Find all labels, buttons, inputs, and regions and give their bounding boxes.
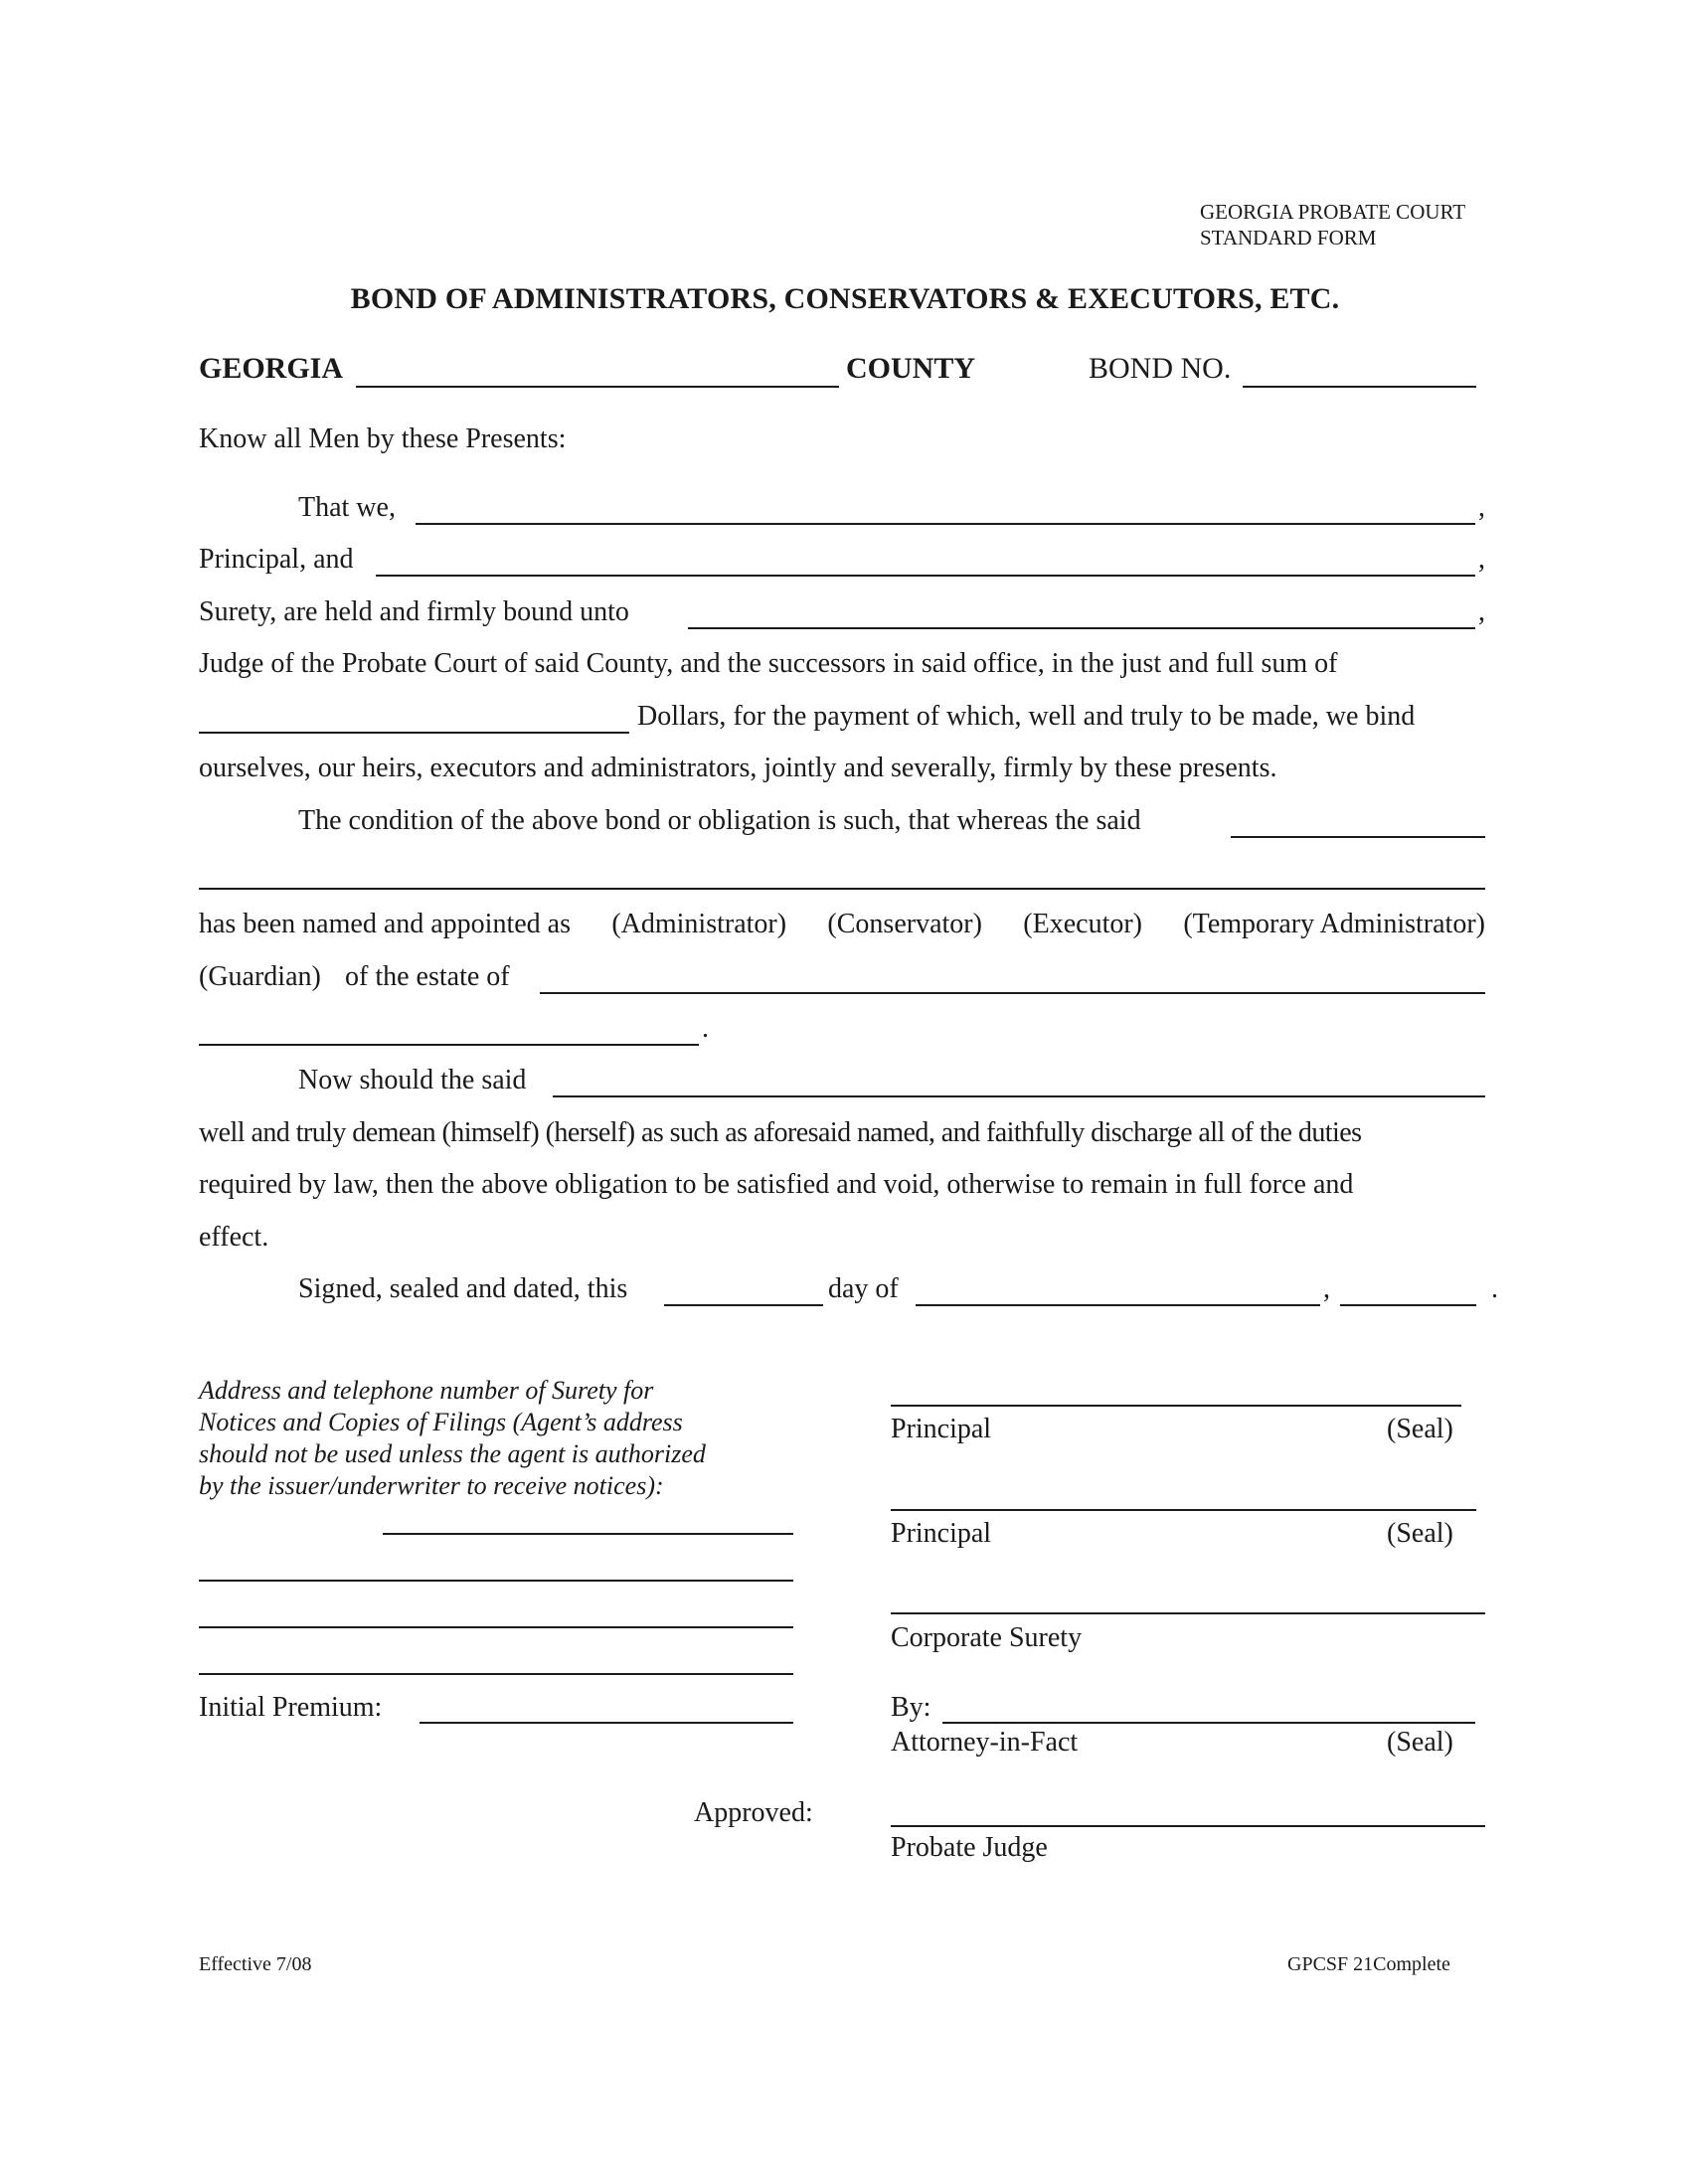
- bond-no-label: BOND NO.: [1089, 352, 1232, 385]
- principal-label-1: Principal: [891, 1414, 992, 1444]
- period: .: [702, 1013, 709, 1044]
- surety-name-blank[interactable]: [376, 575, 1475, 577]
- principal-signature-line-1[interactable]: [891, 1405, 1461, 1407]
- required-line: required by law, then the above obligation to be satisfied and void, otherwise to remain in full force and: [199, 1169, 1354, 1200]
- county-label: COUNTY: [846, 352, 976, 385]
- surety-address-note: Address and telephone number of Surety for Notices and Copies of Filings (Agent’s address should not be used unless the agent is authorized by the issuer/underwriter to receive notices):: [199, 1376, 706, 1500]
- role-administrator: (Administrator): [611, 909, 787, 939]
- estate-name-blank[interactable]: [540, 992, 1485, 994]
- seal-label-1: (Seal): [1387, 1414, 1453, 1444]
- comma: ,: [1478, 544, 1485, 575]
- judge-name-blank[interactable]: [688, 627, 1475, 629]
- effect-line: effect.: [199, 1222, 269, 1253]
- bond-no-blank[interactable]: [1243, 386, 1476, 388]
- court-name: GEORGIA PROBATE COURT: [1200, 200, 1466, 224]
- ourselves-line: ourselves, our heirs, executors and administrators, jointly and severally, firmly by these presents.: [199, 753, 1277, 783]
- role-temporary-administrator: (Temporary Administrator): [1183, 909, 1485, 939]
- signed-label: Signed, sealed and dated, this: [298, 1273, 628, 1304]
- effective-date: Effective 7/08: [199, 1953, 312, 1975]
- initial-premium-label: Initial Premium:: [199, 1692, 383, 1723]
- that-we-label: That we,: [298, 492, 396, 523]
- role-executor: (Executor): [1023, 909, 1142, 939]
- estate-name-continued-blank[interactable]: [199, 1044, 699, 1046]
- probate-judge-signature-line[interactable]: [891, 1825, 1485, 1827]
- comma: ,: [1478, 596, 1485, 627]
- dollars-line: Dollars, for the payment of which, well and truly to be made, we bind: [637, 701, 1416, 732]
- appointed-prefix: has been named and appointed as: [199, 909, 571, 939]
- comma: ,: [1478, 492, 1485, 523]
- seal-label-2: (Seal): [1387, 1518, 1453, 1549]
- day-blank[interactable]: [664, 1304, 823, 1306]
- comma: ,: [1323, 1273, 1330, 1304]
- by-label: By:: [891, 1692, 931, 1723]
- said-name-continued-blank[interactable]: [199, 888, 1485, 890]
- surety-address-blank-1[interactable]: [383, 1533, 793, 1535]
- period: .: [1491, 1273, 1498, 1304]
- corporate-surety-line[interactable]: [891, 1612, 1485, 1614]
- state-label: GEORGIA: [199, 352, 344, 385]
- attorney-signature-line[interactable]: [942, 1722, 1475, 1724]
- year-blank[interactable]: [1340, 1304, 1476, 1306]
- attorney-in-fact-label: Attorney-in-Fact: [891, 1727, 1079, 1758]
- county-blank[interactable]: [356, 386, 839, 388]
- page-title: BOND OF ADMINISTRATORS, CONSERVATORS & EXECUTORS, ETC.: [350, 282, 1340, 315]
- day-of-label: day of: [828, 1273, 899, 1304]
- estate-of-label: of the estate of: [345, 961, 510, 992]
- principal-name-blank[interactable]: [416, 523, 1475, 525]
- fiduciary-name-blank[interactable]: [553, 1095, 1485, 1097]
- know-all-men: Know all Men by these Presents:: [199, 423, 567, 454]
- corporate-surety-label: Corporate Surety: [891, 1622, 1083, 1653]
- form-id: GPCSF 21Complete: [1287, 1953, 1450, 1975]
- principal-label-2: Principal: [891, 1518, 992, 1549]
- approved-label: Approved:: [694, 1797, 813, 1828]
- role-guardian: (Guardian): [199, 961, 321, 992]
- now-should-label: Now should the said: [298, 1065, 527, 1095]
- appointed-line: [199, 909, 1485, 940]
- form-type: STANDARD FORM: [1200, 226, 1377, 250]
- seal-label-3: (Seal): [1387, 1727, 1453, 1758]
- condition-line: The condition of the above bond or obligation is such, that whereas the said: [298, 805, 1141, 836]
- surety-address-blank-4[interactable]: [199, 1673, 793, 1675]
- surety-held-label: Surety, are held and firmly bound unto: [199, 596, 629, 627]
- initial-premium-blank[interactable]: [420, 1722, 793, 1724]
- surety-address-blank-2[interactable]: [199, 1580, 793, 1582]
- demean-line: well and truly demean (himself) (herself) as such as aforesaid named, and faithfully discharge all of the duties: [199, 1117, 1362, 1148]
- bond-amount-blank[interactable]: [199, 732, 629, 734]
- role-conservator: (Conservator): [827, 909, 982, 939]
- said-name-blank[interactable]: [1231, 836, 1485, 838]
- judge-line: Judge of the Probate Court of said County, and the successors in said office, in the just and full sum of: [199, 648, 1338, 679]
- probate-judge-label: Probate Judge: [891, 1832, 1048, 1863]
- principal-signature-line-2[interactable]: [891, 1509, 1476, 1511]
- surety-address-blank-3[interactable]: [199, 1626, 793, 1628]
- principal-and-label: Principal, and: [199, 544, 354, 575]
- month-blank[interactable]: [916, 1304, 1320, 1306]
